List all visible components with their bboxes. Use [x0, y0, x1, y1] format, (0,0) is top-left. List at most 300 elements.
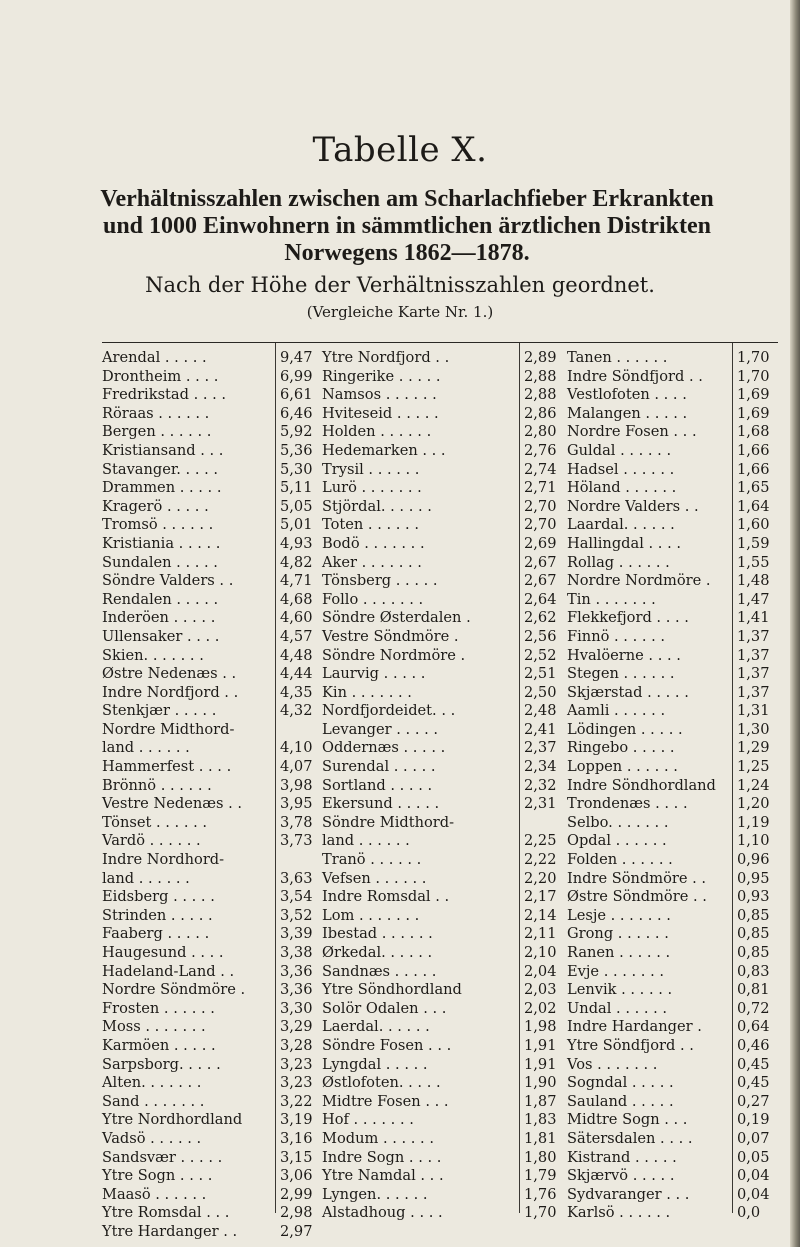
- district-name-text: Ytre Sogn . . . .: [102, 1167, 213, 1185]
- ratio-value: 1,47: [737, 590, 770, 608]
- district-name: [102, 1093, 275, 1112]
- ratio-value: 2,88: [524, 367, 557, 385]
- district-name-text: Ytre Söndfjord . .: [567, 1036, 694, 1054]
- ratio-value: 1,60: [737, 516, 770, 534]
- ratio-value: 2,51: [524, 665, 557, 683]
- ratio-values-1: [275, 343, 318, 1240]
- ratio-value: 5,05: [280, 497, 313, 515]
- ratio-value: 3,39: [280, 925, 313, 943]
- district-name-text: Vefsen . . . . . .: [322, 869, 427, 887]
- district-name: [567, 888, 732, 907]
- district-name-text: Vadsö . . . . . .: [102, 1129, 202, 1147]
- district-name-text: Lyngen. . . . . .: [322, 1185, 428, 1203]
- district-name: [102, 944, 275, 963]
- district-name: [567, 1018, 732, 1037]
- district-name: [322, 647, 519, 666]
- ratio-value: 2,62: [524, 609, 557, 627]
- ratio-value: 2,17: [524, 888, 557, 906]
- district-name: [102, 795, 275, 814]
- district-name-text: Hedemarken . . .: [322, 441, 446, 459]
- district-name: [567, 1111, 732, 1130]
- district-name: [102, 1000, 275, 1019]
- district-name: [322, 442, 519, 461]
- ratio-table: [102, 342, 778, 1240]
- district-name-text: Tranö . . . . . .: [322, 851, 422, 869]
- district-name: [102, 647, 275, 666]
- ratio-value: 0,45: [737, 1055, 770, 1073]
- district-name-text: Ytre Hardanger . .: [102, 1222, 238, 1240]
- district-name: [322, 870, 519, 889]
- district-name-text: Indre Nordfjord . .: [102, 683, 239, 701]
- page-edge: [790, 0, 800, 1247]
- district-name: [102, 1186, 275, 1205]
- district-name-text: Indre Söndmöre . .: [567, 869, 707, 887]
- district-name-text: Lödingen . . . . .: [567, 720, 683, 738]
- ratio-value: 3,63: [280, 869, 313, 887]
- district-name-text: Holden . . . . . .: [322, 423, 432, 441]
- ratio-value: 2,64: [524, 590, 557, 608]
- district-name-text: Drontheim . . . .: [102, 367, 219, 385]
- district-name-text: Midtre Sogn . . .: [567, 1111, 688, 1129]
- district-name: [322, 795, 519, 814]
- district-name-text: Karmöen . . . . .: [102, 1036, 216, 1054]
- ratio-value: 1,91: [524, 1036, 557, 1054]
- district-name-text: Ytre Söndhordland: [322, 981, 462, 999]
- district-name: [322, 386, 519, 405]
- district-name: [322, 1074, 519, 1093]
- ratio-value: 2,86: [524, 404, 557, 422]
- ratio-value: 0,81: [737, 981, 770, 999]
- district-name-text: Söndre Fosen . . .: [322, 1036, 452, 1054]
- ratio-value: 0,72: [737, 999, 770, 1017]
- district-name-text: Vos . . . . . . .: [567, 1055, 658, 1073]
- district-name: [322, 888, 519, 907]
- ratio-value: 1,41: [737, 609, 770, 627]
- district-name: [322, 851, 519, 870]
- ratio-value: 0,45: [737, 1074, 770, 1092]
- ratio-value: 9,47: [280, 349, 313, 366]
- district-name: [322, 665, 519, 684]
- district-name: [102, 1130, 275, 1149]
- ratio-value: 2,56: [524, 627, 557, 645]
- district-name-text: Ytre Romsdal . . .: [102, 1204, 230, 1222]
- district-name: [102, 1074, 275, 1093]
- district-name-text: Nordre Valders . .: [567, 497, 699, 515]
- ratio-value: 4,35: [280, 683, 313, 701]
- district-name: [567, 851, 732, 870]
- ratio-value: 1,10: [737, 832, 770, 850]
- district-name: [102, 851, 275, 888]
- ratio-values-2: [519, 343, 563, 1222]
- ratio-value: 3,06: [280, 1167, 313, 1185]
- district-name: [102, 1223, 275, 1242]
- ratio-value: 1,69: [737, 386, 770, 404]
- ratio-value: 2,03: [524, 981, 557, 999]
- district-name: [322, 479, 519, 498]
- ratio-value: 5,11: [280, 479, 313, 497]
- district-name-text: Eidsberg . . . . .: [102, 888, 215, 906]
- district-name: [567, 963, 732, 982]
- ratio-value: 2,70: [524, 516, 557, 534]
- district-name: [567, 925, 732, 944]
- district-name: [567, 721, 732, 740]
- district-name-text: Vardö . . . . . .: [102, 832, 201, 850]
- ratio-value: 0,95: [737, 869, 770, 887]
- district-name-text: Drammen . . . . .: [102, 479, 222, 497]
- district-name-text: Levanger . . . . .: [322, 720, 439, 738]
- ratio-value: 3,52: [280, 906, 313, 924]
- district-name-text: Sarpsborg. . . . .: [102, 1055, 221, 1073]
- district-name: [102, 479, 275, 498]
- district-name: [567, 535, 732, 554]
- district-name: [567, 907, 732, 926]
- district-name-text: Tin . . . . . . .: [567, 590, 656, 608]
- ratio-value: 2,25: [524, 832, 557, 850]
- district-name-text: Söndre Midthord-: [322, 813, 455, 831]
- district-name-text: Østre Söndmöre . .: [567, 888, 707, 906]
- district-name: [567, 405, 732, 424]
- district-name: [567, 461, 732, 480]
- ratio-value: 2,02: [524, 999, 557, 1017]
- district-name: [322, 609, 519, 628]
- district-name-text: Alten. . . . . . .: [102, 1074, 202, 1092]
- ratio-value: 0,93: [737, 888, 770, 906]
- district-name-text: Skjærstad . . . . .: [567, 683, 689, 701]
- district-name: [102, 423, 275, 442]
- district-name: [322, 1130, 519, 1149]
- ratio-value: 2,67: [524, 553, 557, 571]
- district-name: [322, 777, 519, 796]
- district-name-text: Trysil . . . . . .: [322, 460, 420, 478]
- district-name-text: Finnö . . . . . .: [567, 627, 666, 645]
- district-name-text: Toten . . . . . .: [322, 516, 419, 534]
- district-name-text: Ørkedal. . . . . .: [322, 944, 433, 961]
- district-name: [567, 795, 732, 814]
- ratio-value: 1,65: [737, 479, 770, 497]
- district-name: [322, 925, 519, 944]
- district-name: [102, 907, 275, 926]
- district-name-text: Skjærvö . . . . .: [567, 1167, 675, 1185]
- district-name-text: Tanen . . . . . .: [567, 349, 668, 366]
- district-name: [102, 572, 275, 591]
- ratio-value: 3,54: [280, 888, 313, 906]
- ratio-value: 6,99: [280, 367, 313, 385]
- district-name-text: Folden . . . . . .: [567, 851, 673, 869]
- ratio-value: 0,0: [737, 1204, 761, 1222]
- district-name: [567, 498, 732, 517]
- district-name: [102, 758, 275, 777]
- ratio-value: 3,22: [280, 1092, 313, 1110]
- ratio-value: 3,98: [280, 776, 313, 794]
- district-name: [322, 1018, 519, 1037]
- district-name-text: Laardal. . . . . .: [567, 516, 675, 534]
- ratio-value: 0,19: [737, 1111, 770, 1129]
- ratio-value: 1,25: [737, 758, 770, 776]
- ratio-value: 1,37: [737, 646, 770, 664]
- district-name: [567, 609, 732, 628]
- district-name-text: Inderöen . . . . .: [102, 609, 216, 627]
- ratio-value: 3,36: [280, 981, 313, 999]
- district-names-2: [318, 343, 519, 1222]
- ratio-values-3: [732, 343, 778, 1222]
- ratio-value: 1,70: [524, 1204, 557, 1222]
- district-name: [567, 777, 732, 796]
- district-name-text: Ullensaker . . . .: [102, 627, 220, 645]
- district-name: [102, 1111, 275, 1130]
- district-name-text: Lyngdal . . . . .: [322, 1055, 428, 1073]
- ratio-value: 3,29: [280, 1018, 313, 1036]
- ratio-value: 2,32: [524, 776, 557, 794]
- district-name-text: Laerdal. . . . . .: [322, 1018, 430, 1036]
- ratio-value: 6,46: [280, 404, 313, 422]
- ratio-value: 1,59: [737, 534, 770, 552]
- district-name-text: Oddernæs . . . . .: [322, 739, 446, 757]
- district-name-text: Ibestad . . . . . .: [322, 925, 433, 943]
- district-name-text: Söndre Valders . .: [102, 572, 234, 590]
- district-name: [102, 925, 275, 944]
- district-name: [102, 721, 275, 758]
- ratio-value: 5,01: [280, 516, 313, 534]
- district-name: [567, 665, 732, 684]
- district-name: [567, 1186, 732, 1205]
- district-name: [567, 479, 732, 498]
- district-name-text: Ytre Nordhordland: [102, 1111, 243, 1129]
- district-name: [322, 554, 519, 573]
- table-column-3: [563, 343, 778, 1222]
- district-name-text: Aamli . . . . . .: [567, 702, 666, 720]
- ratio-value: 3,19: [280, 1111, 313, 1129]
- district-name-text: Kragerö . . . . .: [102, 497, 209, 515]
- ratio-value: 0,04: [737, 1167, 770, 1185]
- district-name: [567, 1130, 732, 1149]
- district-name: [102, 516, 275, 535]
- district-name-text: Ytre Namdal . . .: [322, 1167, 444, 1185]
- ratio-value: 0,85: [737, 944, 770, 961]
- ratio-value: 1,55: [737, 553, 770, 571]
- district-name-text: Namsos . . . . . .: [322, 386, 437, 404]
- district-name-text: Kristiansand . . .: [102, 441, 224, 459]
- table-subtitle: Verhältnisszahlen zwischen am Scharlachfieber Erkrankten und 1000 Einwohnern in sämmtlichen ärztlichen Distrikten Norwegens 1862—1878.: [100, 186, 714, 266]
- ratio-value: 5,36: [280, 441, 313, 459]
- district-name-text: Ringebo . . . . .: [567, 739, 675, 757]
- district-name: [322, 535, 519, 554]
- district-name-text: Lom . . . . . . .: [322, 906, 420, 924]
- district-name: [567, 684, 732, 703]
- ratio-value: 1,19: [737, 813, 770, 831]
- district-name-text: Hammerfest . . . .: [102, 758, 232, 776]
- district-name-text: Nordre Nordmöre .: [567, 572, 711, 590]
- ratio-value: 2,89: [524, 349, 557, 366]
- ratio-value: 1,90: [524, 1074, 557, 1092]
- district-name-text: Vestre Söndmöre .: [322, 627, 459, 645]
- district-name-text: Nordre Söndmöre .: [102, 981, 246, 999]
- ratio-value: 1,70: [737, 367, 770, 385]
- ratio-value: 2,14: [524, 906, 557, 924]
- district-name: [322, 721, 519, 740]
- district-name: [322, 1000, 519, 1019]
- ratio-value: 2,67: [524, 572, 557, 590]
- district-names-3: [563, 343, 732, 1222]
- district-name: [102, 368, 275, 387]
- district-name-text: Nordfjordeidet. . .: [322, 702, 456, 720]
- district-name-text: Stjördal. . . . . .: [322, 497, 432, 515]
- district-name: [322, 349, 519, 368]
- district-name: [102, 554, 275, 573]
- district-name: [322, 572, 519, 591]
- district-name-text: Hvalöerne . . . .: [567, 646, 681, 664]
- district-name-text: Kin . . . . . . .: [322, 683, 412, 701]
- ratio-value: 4,48: [280, 646, 313, 664]
- ratio-value: 1,66: [737, 460, 770, 478]
- ratio-value: 2,48: [524, 702, 557, 720]
- district-name: [567, 442, 732, 461]
- district-name-text: Undal . . . . . .: [567, 999, 668, 1017]
- district-name-text: Lurö . . . . . . .: [322, 479, 422, 497]
- ratio-value: 2,31: [524, 795, 557, 813]
- district-name: [567, 368, 732, 387]
- district-name-text: Höland . . . . . .: [567, 479, 677, 497]
- ratio-value: 2,69: [524, 534, 557, 552]
- ratio-value: 2,74: [524, 460, 557, 478]
- district-name: [102, 832, 275, 851]
- ratio-value: 4,07: [280, 758, 313, 776]
- district-name-text: Bergen . . . . . .: [102, 423, 212, 441]
- ratio-value: 4,68: [280, 590, 313, 608]
- district-name: [322, 591, 519, 610]
- district-name-text: Lesje . . . . . . .: [567, 906, 671, 924]
- district-name: [567, 832, 732, 851]
- sort-note: Nach der Höhe der Verhältnisszahlen geordnet.: [145, 273, 655, 297]
- district-name: [102, 442, 275, 461]
- ratio-value: 1,76: [524, 1185, 557, 1203]
- district-name-text: Østre Nedenæs . .: [102, 665, 237, 683]
- ratio-value: 2,04: [524, 962, 557, 980]
- district-name: [322, 461, 519, 480]
- district-name: [322, 963, 519, 982]
- ratio-value: 2,37: [524, 739, 557, 757]
- district-name-text: Hallingdal . . . .: [567, 534, 681, 552]
- ratio-value: 3,23: [280, 1055, 313, 1073]
- ratio-value: 2,10: [524, 944, 557, 961]
- district-name-text: Flekkefjord . . . .: [567, 609, 689, 627]
- ratio-value: 0,46: [737, 1036, 770, 1054]
- district-name: [102, 498, 275, 517]
- ratio-value: 4,44: [280, 665, 313, 683]
- district-name-text: Haugesund . . . .: [102, 944, 224, 961]
- ratio-value: 3,16: [280, 1129, 313, 1147]
- district-name-text: Kistrand . . . . .: [567, 1148, 677, 1166]
- ratio-value: 0,05: [737, 1148, 770, 1166]
- ratio-value: 0,85: [737, 906, 770, 924]
- district-name: [322, 498, 519, 517]
- district-name-text: Stavanger. . . . .: [102, 460, 219, 478]
- ratio-value: 2,22: [524, 851, 557, 869]
- district-name: [322, 423, 519, 442]
- district-name: [102, 386, 275, 405]
- district-name-text: Hadeland-Land . .: [102, 962, 235, 980]
- district-name: [322, 1111, 519, 1130]
- district-name-text: Indre Hardanger .: [567, 1018, 702, 1036]
- district-name-text: Evje . . . . . . .: [567, 962, 665, 980]
- ratio-value: 1,64: [737, 497, 770, 515]
- ratio-value: 3,38: [280, 944, 313, 961]
- district-name-text: Kristiania . . . . .: [102, 534, 221, 552]
- district-name-text: Stenkjær . . . . .: [102, 702, 217, 720]
- district-name-continuation: land . . . . . .: [322, 832, 410, 850]
- district-name-text: Sydvaranger . . .: [567, 1185, 690, 1203]
- district-name: [567, 554, 732, 573]
- ratio-value: 2,97: [280, 1222, 313, 1240]
- ratio-value: 0,07: [737, 1129, 770, 1147]
- district-name: [567, 1093, 732, 1112]
- district-name: [322, 368, 519, 387]
- ratio-value: 0,04: [737, 1185, 770, 1203]
- district-name: [567, 944, 732, 963]
- district-name-text: Sand . . . . . . .: [102, 1092, 205, 1110]
- district-name: [102, 684, 275, 703]
- ratio-value: 3,95: [280, 795, 313, 813]
- district-name: [102, 981, 275, 1000]
- district-name-text: Rendalen . . . . .: [102, 590, 219, 608]
- ratio-value: 1,48: [737, 572, 770, 590]
- ratio-value: 3,15: [280, 1148, 313, 1166]
- district-name-text: Vestre Nedenæs . .: [102, 795, 242, 813]
- district-name: [567, 814, 732, 833]
- district-name-text: Østlofoten. . . . .: [322, 1074, 441, 1092]
- district-name-text: Sundalen . . . . .: [102, 553, 218, 571]
- district-name: [567, 1037, 732, 1056]
- district-name-text: Moss . . . . . . .: [102, 1018, 206, 1036]
- ratio-value: 1,24: [737, 776, 770, 794]
- district-name-text: Guldal . . . . . .: [567, 441, 672, 459]
- district-name-text: Indre Söndhordland: [567, 776, 716, 794]
- district-name-text: Sogndal . . . . .: [567, 1074, 674, 1092]
- ratio-value: 1,81: [524, 1129, 557, 1147]
- district-name: [102, 1056, 275, 1075]
- ratio-value: 1,83: [524, 1111, 557, 1129]
- district-name-text: Maasö . . . . . .: [102, 1185, 207, 1203]
- ratio-value: 2,20: [524, 869, 557, 887]
- ratio-value: 0,96: [737, 851, 770, 869]
- district-name: [567, 702, 732, 721]
- district-name: [567, 628, 732, 647]
- district-name-text: Opdal . . . . . .: [567, 832, 667, 850]
- district-name: [322, 1204, 519, 1223]
- ratio-value: 2,98: [280, 1204, 313, 1222]
- ratio-value: 1,98: [524, 1018, 557, 1036]
- district-name: [322, 684, 519, 703]
- ratio-value: 3,36: [280, 962, 313, 980]
- district-name: [567, 423, 732, 442]
- table-column-2: [318, 343, 563, 1222]
- district-name: [322, 516, 519, 535]
- district-name-text: Fredrikstad . . . .: [102, 386, 227, 404]
- ratio-value: 3,78: [280, 813, 313, 831]
- district-name: [567, 647, 732, 666]
- district-name: [322, 405, 519, 424]
- district-name: [567, 1149, 732, 1168]
- district-name-text: Midtre Fosen . . .: [322, 1092, 449, 1110]
- ratio-value: 2,41: [524, 720, 557, 738]
- district-name-text: Hviteseid . . . . .: [322, 404, 439, 422]
- district-name-text: Röraas . . . . . .: [102, 404, 210, 422]
- district-name: [567, 758, 732, 777]
- district-name-text: Sortland . . . . .: [322, 776, 433, 794]
- ratio-value: 2,99: [280, 1185, 313, 1203]
- ratio-value: 0,83: [737, 962, 770, 980]
- district-name-text: Indre Sogn . . . .: [322, 1148, 442, 1166]
- district-name-text: Selbo. . . . . . .: [567, 813, 669, 831]
